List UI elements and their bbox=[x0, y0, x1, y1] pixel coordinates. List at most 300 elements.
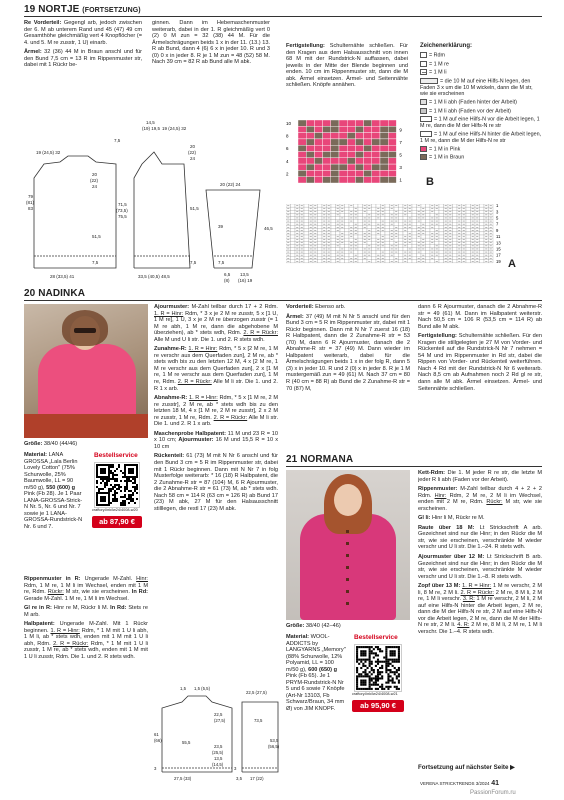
qr-module bbox=[390, 652, 392, 654]
chart-b-cell bbox=[388, 120, 396, 126]
qr-module bbox=[369, 688, 371, 690]
qr-module bbox=[358, 663, 360, 665]
qr-module bbox=[373, 669, 375, 671]
chart-a-cell bbox=[318, 244, 323, 247]
chart-b-row-label: 5 bbox=[399, 152, 402, 158]
chart-a-cell bbox=[358, 260, 363, 263]
chart-a-cell bbox=[291, 260, 296, 263]
qr-module bbox=[369, 686, 371, 688]
qr-module bbox=[124, 488, 126, 490]
qr-module bbox=[112, 476, 114, 478]
qr-module bbox=[373, 677, 375, 679]
chart-a-cell bbox=[399, 226, 404, 229]
qr-module bbox=[104, 496, 106, 498]
qr-module bbox=[120, 486, 122, 488]
qr-module bbox=[134, 480, 136, 482]
svg-text:(25,5): (25,5) bbox=[212, 750, 224, 755]
qr-module bbox=[126, 498, 128, 500]
chart-a-cell bbox=[466, 260, 471, 263]
qr-module bbox=[375, 684, 377, 686]
chart-a-cell bbox=[480, 247, 485, 250]
qr-module bbox=[387, 663, 389, 665]
chart-b-cell bbox=[388, 139, 396, 145]
s21-order-title: Bestellservice bbox=[354, 634, 398, 641]
chart-a-cell bbox=[399, 241, 404, 244]
chart-a-cell bbox=[291, 257, 296, 260]
qr-module bbox=[114, 484, 116, 486]
buttons-strip bbox=[346, 530, 349, 610]
qr-module bbox=[387, 661, 389, 663]
qr-module bbox=[398, 652, 400, 654]
qr-module bbox=[110, 466, 112, 468]
svg-text:(27,5): (27,5) bbox=[214, 718, 226, 723]
qr-module bbox=[100, 464, 102, 466]
chart-a-cell bbox=[354, 204, 359, 207]
chart-a-cell bbox=[466, 210, 471, 213]
qr-module bbox=[364, 646, 366, 648]
chart-a-cell bbox=[466, 213, 471, 216]
footer-mag: VERENA STRICKTRENDS 3/2024 41 bbox=[420, 780, 499, 787]
chart-a-pattern bbox=[286, 204, 518, 268]
chart-a-cell bbox=[480, 238, 485, 241]
chart-b-cell bbox=[331, 158, 339, 164]
qr-module bbox=[108, 474, 110, 476]
qr-module bbox=[394, 667, 396, 669]
qr-module bbox=[120, 490, 122, 492]
chart-b-cell bbox=[380, 158, 388, 164]
chart-a-row-label: 3 bbox=[496, 209, 499, 215]
qr-module bbox=[381, 671, 383, 673]
qr-module bbox=[116, 498, 118, 500]
qr-module bbox=[381, 667, 383, 669]
qr-module bbox=[112, 486, 114, 488]
chart-a-cell bbox=[331, 235, 336, 238]
qr-module bbox=[104, 476, 106, 478]
chart-a-cell bbox=[412, 213, 417, 216]
qr-module bbox=[390, 659, 392, 661]
qr-module bbox=[96, 496, 98, 498]
qr-module bbox=[387, 686, 389, 688]
chart-a-cell bbox=[358, 213, 363, 216]
qr-module bbox=[128, 476, 130, 478]
chart-a-cell bbox=[358, 247, 363, 250]
chart-a-cell bbox=[480, 232, 485, 235]
chart-a-cell bbox=[304, 235, 309, 238]
qr-module bbox=[364, 680, 366, 682]
qr-module bbox=[385, 682, 387, 684]
chart-a-cell bbox=[304, 229, 309, 232]
s20-price-button[interactable]: ab 87,90 € bbox=[92, 516, 142, 528]
qr-module bbox=[104, 470, 106, 472]
chart-b-cell bbox=[388, 170, 396, 176]
chart-a-cell bbox=[480, 257, 485, 260]
qr-module bbox=[122, 502, 124, 504]
chart-a-cell bbox=[381, 232, 386, 235]
chart-a-cell bbox=[435, 241, 440, 244]
chart-a-cell bbox=[318, 207, 323, 210]
chart-a-cell bbox=[390, 226, 395, 229]
chart-a-cell bbox=[412, 257, 417, 260]
chart-a-cell bbox=[367, 210, 372, 213]
chart-a-cell bbox=[385, 210, 390, 213]
qr-module bbox=[124, 466, 126, 468]
chart-a-cell bbox=[318, 260, 323, 263]
pink-swatch-icon bbox=[420, 146, 427, 152]
qr-module bbox=[398, 650, 400, 652]
qr-module bbox=[385, 686, 387, 688]
chart-a-cell bbox=[331, 204, 336, 207]
chart-a-cell bbox=[345, 257, 350, 260]
qr-module bbox=[130, 470, 132, 472]
chart-a-cell bbox=[385, 241, 390, 244]
qr-module bbox=[108, 488, 110, 490]
qr-module bbox=[362, 671, 364, 673]
qr-module bbox=[100, 492, 102, 494]
qr-module bbox=[130, 464, 132, 466]
qr-module bbox=[102, 498, 104, 500]
svg-text:13,5: 13,5 bbox=[240, 272, 249, 277]
svg-text:20: 20 bbox=[190, 144, 196, 149]
qr-module bbox=[108, 504, 110, 506]
qr-module bbox=[373, 648, 375, 650]
qr-module bbox=[369, 665, 371, 667]
qr-module bbox=[387, 680, 389, 682]
qr-module bbox=[356, 680, 358, 682]
chart-b-cell bbox=[298, 139, 306, 145]
s21-price-button[interactable]: ab 95,90 € bbox=[352, 700, 404, 712]
chart-a-cell bbox=[439, 223, 444, 226]
qr-module bbox=[104, 498, 106, 500]
qr-module bbox=[132, 486, 134, 488]
qr-module bbox=[385, 646, 387, 648]
chart-a-cell bbox=[426, 238, 431, 241]
qr-module bbox=[369, 654, 371, 656]
chart-a-cell bbox=[304, 244, 309, 247]
qr-module bbox=[398, 669, 400, 671]
qr-module bbox=[390, 669, 392, 671]
svg-text:20: 20 bbox=[92, 172, 98, 177]
qr-module bbox=[132, 492, 134, 494]
qr-module bbox=[364, 673, 366, 675]
qr-module bbox=[132, 482, 134, 484]
legend-row: = 1 M re bbox=[420, 61, 542, 68]
qr-module bbox=[364, 684, 366, 686]
qr-module bbox=[106, 480, 108, 482]
chart-a-cell bbox=[358, 257, 363, 260]
chart-a-cell bbox=[439, 260, 444, 263]
qr-module bbox=[394, 673, 396, 675]
qr-module bbox=[381, 686, 383, 688]
qr-module bbox=[124, 464, 126, 466]
chart-a-cell bbox=[439, 229, 444, 232]
qr-module bbox=[128, 494, 130, 496]
qr-module bbox=[96, 498, 98, 500]
svg-text:(16) 19: (16) 19 bbox=[238, 278, 253, 283]
qr-module bbox=[364, 671, 366, 673]
qr-module bbox=[369, 661, 371, 663]
chart-a-cell bbox=[372, 226, 377, 229]
chart-a-cell bbox=[412, 226, 417, 229]
qr-module bbox=[356, 671, 358, 673]
chart-a-cell bbox=[466, 251, 471, 254]
chart-a-cell bbox=[412, 238, 417, 241]
qr-module bbox=[392, 659, 394, 661]
chart-a-cell bbox=[318, 226, 323, 229]
chart-a-cell bbox=[466, 223, 471, 226]
svg-text:7,5: 7,5 bbox=[92, 260, 99, 265]
chart-a-cell bbox=[421, 204, 426, 207]
qr-module bbox=[96, 466, 98, 468]
chart-a-cell bbox=[453, 244, 458, 247]
qr-module bbox=[373, 682, 375, 684]
qr-module bbox=[371, 667, 373, 669]
chart-a-cell bbox=[345, 232, 350, 235]
qr-module bbox=[398, 648, 400, 650]
qr-module bbox=[100, 476, 102, 478]
chart-a-cell bbox=[318, 257, 323, 260]
s20-order-url[interactable]: craftory.link/lw24/4008-w20 bbox=[92, 508, 138, 512]
chart-b-cell bbox=[388, 164, 396, 170]
qr-module bbox=[375, 682, 377, 684]
svg-text:55,5: 55,5 bbox=[182, 740, 191, 745]
qr-module bbox=[364, 675, 366, 677]
qr-module bbox=[356, 677, 358, 679]
qr-module bbox=[356, 654, 358, 656]
qr-module bbox=[392, 646, 394, 648]
qr-module bbox=[104, 484, 106, 486]
qr-module bbox=[104, 464, 106, 466]
chart-a-cell bbox=[372, 241, 377, 244]
qr-module bbox=[128, 472, 130, 474]
chart-a-cell bbox=[399, 235, 404, 238]
section-20-title: 20 NADINKA bbox=[24, 288, 86, 299]
qr-module bbox=[124, 470, 126, 472]
chart-a-cell bbox=[304, 216, 309, 219]
chart-a-cell bbox=[345, 254, 350, 257]
chart-a-cell bbox=[412, 220, 417, 223]
chart-b-cell bbox=[339, 177, 347, 183]
qr-module bbox=[379, 650, 381, 652]
svg-text:(56,5): (56,5) bbox=[268, 744, 280, 749]
qr-module bbox=[371, 684, 373, 686]
qr-module bbox=[375, 646, 377, 648]
qr-module bbox=[104, 492, 106, 494]
qr-module bbox=[369, 650, 371, 652]
chart-b-cell bbox=[323, 145, 331, 151]
chart-b-cell bbox=[372, 177, 380, 183]
chart-b-cell bbox=[339, 152, 347, 158]
section-21-rule bbox=[286, 466, 542, 467]
qr-module bbox=[102, 476, 104, 478]
qr-module bbox=[114, 496, 116, 498]
qr-module bbox=[379, 661, 381, 663]
qr-module bbox=[112, 500, 114, 502]
chart-a-cell bbox=[480, 244, 485, 247]
qr-module bbox=[390, 646, 392, 648]
continue-link[interactable]: Fortsetzung auf nächster Seite ▶ bbox=[418, 764, 515, 771]
chart-a-cell bbox=[358, 216, 363, 219]
chart-a-cell bbox=[345, 226, 350, 229]
qr-module bbox=[390, 671, 392, 673]
qr-module bbox=[132, 494, 134, 496]
qr-module bbox=[364, 688, 366, 690]
qr-module bbox=[396, 659, 398, 661]
cross-left-symbol-icon bbox=[420, 116, 432, 122]
chart-a-cell bbox=[340, 229, 345, 232]
qr-module bbox=[126, 484, 128, 486]
qr-module bbox=[104, 504, 106, 506]
chart-b-cell bbox=[388, 126, 396, 132]
qr-module bbox=[385, 671, 387, 673]
qr-module bbox=[104, 468, 106, 470]
chart-a-cell bbox=[412, 232, 417, 235]
qr-module bbox=[120, 480, 122, 482]
qr-module bbox=[96, 486, 98, 488]
chart-a-cell bbox=[354, 251, 359, 254]
chart-a-cell bbox=[480, 226, 485, 229]
legend-title: Zeichenerklärung: bbox=[420, 43, 473, 49]
qr-module bbox=[96, 504, 98, 506]
chart-a-cell bbox=[291, 216, 296, 219]
svg-text:19 (24,5) 32: 19 (24,5) 32 bbox=[36, 150, 61, 155]
qr-module bbox=[364, 650, 366, 652]
qr-module bbox=[360, 659, 362, 661]
qr-module bbox=[360, 654, 362, 656]
chart-a-cell bbox=[291, 235, 296, 238]
qr-module bbox=[379, 667, 381, 669]
qr-module bbox=[356, 650, 358, 652]
s21-text-col2: Kett-Rdm: Die 1. M jeder R re str, die letzte M jeder R li abh (Faden vor der Arbeit). Rippenmuster: M-Zahl teilbar durch 4 + 2 + 2 Rdm. Hinr: Rdm, 2 M re, 2 M li im Wechsel, enden mit 2 M re, Rdm. Rückr: M str, wie sie erscheinen. Gl li: Hinr li M, Rückr re M. Raute über 18 M: Lt Strickschrift A arb. Gezeichnet sind nur die Hinr; in den Rückr die M str, wie sie erscheinen, verschränkte M wieder verschr und U li str. Die 1.–24. R stets wdh. Ajourmuster über 12 M: Lt Strickschrift B arb. Gezeichnet sind nur die Hinr; in den Rückr die M str, wie sie erscheinen, verschränkte M wieder verschr und U li str. Die 1.–8. R stets wdh. Zopf über 13 M: 1. R = Hinr: 1 M re verschr, 2 M li, 8 M re, 2 M li. 2. R = Rückr: 2 M re, 8 M li, 2 M re, 1 M li verschr. 3. R: 1 M re verschr, 2 M li, 2 M auf eine Hilfs-N hinter die Arbeit legen, 2 M re, dann die M der Hilfs-N re str, 2 M auf eine Hilfs-N vor die Arbeit legen, 2 M re, dann die M der Hilfs-N re str, 2 M li. 4. R: 2 M re, 8 M li, 2 M re, 1 M li verschr. Die 1.–4. R stets wdh. bbox=[418, 470, 542, 636]
chart-a-cell bbox=[453, 210, 458, 213]
qr-module bbox=[362, 646, 364, 648]
chart-b-cell bbox=[306, 158, 314, 164]
qr-module bbox=[381, 677, 383, 679]
chart-a-cell bbox=[435, 257, 440, 260]
legend-row: = 1 M in Pink bbox=[420, 146, 542, 153]
qr-module bbox=[112, 494, 114, 496]
chart-b-cell bbox=[364, 120, 372, 126]
qr-module bbox=[362, 659, 364, 661]
chart-a-cell bbox=[399, 216, 404, 219]
qr-module bbox=[394, 671, 396, 673]
qr-module bbox=[369, 663, 371, 665]
chart-b-cell bbox=[347, 139, 355, 145]
chart-a-cell bbox=[403, 247, 408, 250]
chart-a-cell bbox=[399, 210, 404, 213]
chart-a-cell bbox=[372, 232, 377, 235]
chart-a-cell bbox=[412, 244, 417, 247]
qr-module bbox=[360, 646, 362, 648]
qr-module bbox=[387, 677, 389, 679]
qr-module bbox=[385, 663, 387, 665]
chart-b-cell bbox=[388, 152, 396, 158]
s21-qr-code-icon[interactable] bbox=[354, 644, 402, 692]
s20-qr-code-icon[interactable] bbox=[94, 462, 140, 508]
s20-order-title: Bestellservice bbox=[94, 452, 138, 459]
chart-a-cell bbox=[439, 235, 444, 238]
qr-module bbox=[369, 680, 371, 682]
chart-a-cell bbox=[385, 238, 390, 241]
qr-module bbox=[371, 663, 373, 665]
qr-module bbox=[110, 472, 112, 474]
svg-text:7,5: 7,5 bbox=[190, 260, 197, 265]
chart-a-cell bbox=[385, 229, 390, 232]
chart-a-cell bbox=[399, 207, 404, 210]
qr-module bbox=[371, 661, 373, 663]
chart-a-cell bbox=[480, 241, 485, 244]
chart-b-cell bbox=[364, 177, 372, 183]
chart-a-cell bbox=[318, 254, 323, 257]
chart-b-cell bbox=[372, 139, 380, 145]
chart-a-cell bbox=[291, 220, 296, 223]
chart-b-cell bbox=[298, 152, 306, 158]
qr-module bbox=[367, 667, 369, 669]
chart-b-cell bbox=[314, 164, 322, 170]
chart-b-row-label: 4 bbox=[286, 158, 289, 164]
legend-row: = 1 M auf eine Hilfs-N vor die Arbeit legen, 1 M re, dann die M der Hilfs-N re str bbox=[420, 116, 540, 129]
chart-b-cell bbox=[347, 170, 355, 176]
qr-module bbox=[106, 476, 108, 478]
chart-a-cell bbox=[390, 210, 395, 213]
chart-b-cell bbox=[355, 164, 363, 170]
qr-module bbox=[104, 478, 106, 480]
chart-a-cell bbox=[426, 223, 431, 226]
legend-row: = 1 M li abh (Faden hinter der Arbeit) bbox=[420, 99, 542, 106]
section-21-title: 21 NORMANA bbox=[286, 454, 354, 465]
qr-module bbox=[136, 498, 138, 500]
chart-a-cell bbox=[331, 223, 336, 226]
qr-module bbox=[360, 673, 362, 675]
qr-module bbox=[360, 667, 362, 669]
qr-module bbox=[120, 504, 122, 506]
qr-module bbox=[375, 661, 377, 663]
qr-module bbox=[136, 472, 138, 474]
qr-module bbox=[362, 652, 364, 654]
qr-module bbox=[102, 472, 104, 474]
qr-module bbox=[356, 661, 358, 663]
qr-module bbox=[116, 478, 118, 480]
qr-module bbox=[396, 688, 398, 690]
svg-text:7,5: 7,5 bbox=[218, 260, 225, 265]
qr-module bbox=[362, 665, 364, 667]
qr-module bbox=[130, 494, 132, 496]
qr-module bbox=[96, 492, 98, 494]
qr-module bbox=[360, 675, 362, 677]
qr-module bbox=[96, 470, 98, 472]
s19-schematic bbox=[24, 118, 282, 284]
chart-a-cell bbox=[345, 207, 350, 210]
chart-a-cell bbox=[466, 226, 471, 229]
chart-a-cell bbox=[331, 254, 336, 257]
chart-b-cell bbox=[306, 177, 314, 183]
chart-a-cell bbox=[412, 223, 417, 226]
slip-back-symbol-icon bbox=[420, 99, 427, 105]
chart-a-cell bbox=[291, 226, 296, 229]
chart-a-cell bbox=[466, 204, 471, 207]
qr-module bbox=[124, 468, 126, 470]
chart-a-cell bbox=[394, 238, 399, 241]
chart-a-cell bbox=[399, 232, 404, 235]
qr-module bbox=[116, 480, 118, 482]
s21-order-url[interactable]: craftory.link/lw24/4008-w21 bbox=[352, 692, 398, 696]
qr-module bbox=[136, 466, 138, 468]
chart-a-cell bbox=[408, 244, 413, 247]
qr-module bbox=[387, 682, 389, 684]
chart-a-cell bbox=[412, 251, 417, 254]
qr-module bbox=[110, 464, 112, 466]
qr-module bbox=[379, 648, 381, 650]
legend-row: = 1 M in Braun bbox=[420, 154, 542, 161]
